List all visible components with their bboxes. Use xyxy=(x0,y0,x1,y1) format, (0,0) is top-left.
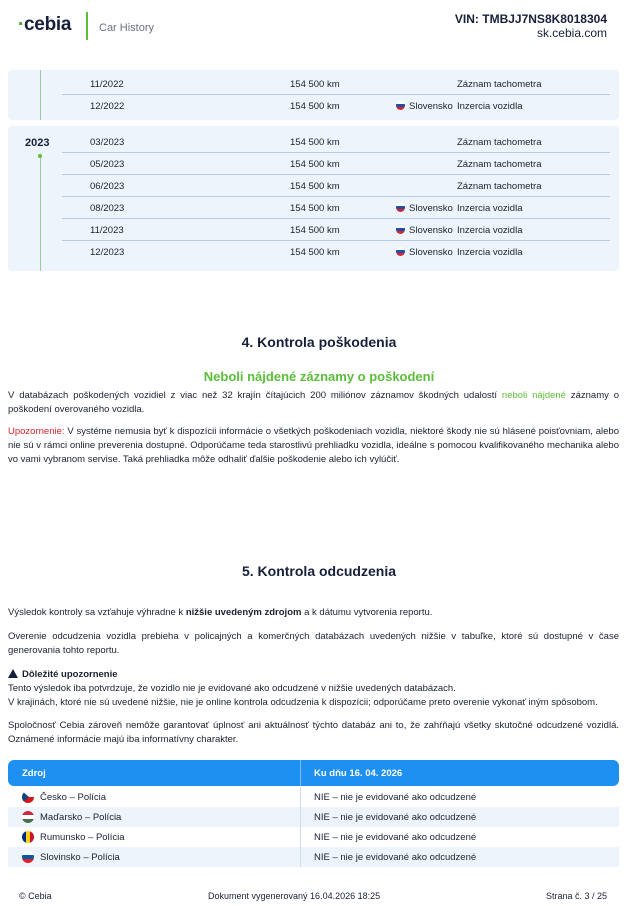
row-date: 08/2023 xyxy=(90,203,125,214)
row-date: 05/2023 xyxy=(90,159,125,170)
damage-text: záznamy o poškodení overovaného vozidla. xyxy=(8,390,620,415)
row-country xyxy=(396,247,453,258)
country-label: Slovensko xyxy=(409,247,453,258)
row-result: NIE – nie je evidované ako odcudzené xyxy=(314,832,477,843)
table-row xyxy=(8,807,619,827)
slovakia-flag-icon xyxy=(396,247,405,256)
warning-text: V systéme nemusia byť k dispozícii informácie o všetkých poškodeniach vozidla, niektoré škody nie sú hlásené poisťovniam, alebo nie sú v rámci online preverenia dostupné. Odporúčame teda starostlivú prehliadku vozidla, ideálne s pomocou kvalifikovaného mechanika alebo vo vami vybranom servise. Taká prehliadka môže odhaliť ďalšie poškodenie alebo ich vylúčiť. xyxy=(8,426,619,465)
theft-bold-text: nižšie uvedeným zdrojom xyxy=(185,607,302,618)
table-row xyxy=(62,131,610,153)
slovakia-flag-icon xyxy=(396,203,405,212)
row-date: 12/2022 xyxy=(90,101,125,112)
row-date: 12/2023 xyxy=(90,247,125,258)
theft-table-header xyxy=(8,760,619,786)
row-divider xyxy=(300,787,301,807)
table-row xyxy=(62,153,610,175)
website-link[interactable]: sk.cebia.com xyxy=(536,26,607,40)
row-result: NIE – nie je evidované ako odcudzené xyxy=(314,792,477,803)
row-km: 154 500 km xyxy=(290,181,340,192)
footer-generated: Dokument vygenerovaný 16.04.2026 18:25 xyxy=(208,891,381,901)
year-label: 2023 xyxy=(25,137,50,149)
warning-label: Upozornenie: xyxy=(8,426,65,437)
row-km: 154 500 km xyxy=(290,101,340,112)
table-row xyxy=(8,827,619,847)
table-row xyxy=(62,241,610,263)
table-row xyxy=(8,847,619,867)
warning-icon xyxy=(8,669,18,678)
country-label: Slovensko xyxy=(409,203,453,214)
theft-text: Výsledok kontroly sa vzťahuje výhradne k xyxy=(8,607,186,618)
row-type: Inzercia vozidla xyxy=(457,225,523,236)
row-type: Záznam tachometra xyxy=(457,159,542,170)
notice-line: Tento výsledok iba potvrdzuje, že vozidlo nie je evidované ako odcudzené v nižšie uvedených databázach. xyxy=(8,683,456,694)
table-row xyxy=(62,175,610,197)
row-date: 03/2023 xyxy=(90,137,125,148)
hungary-flag-icon xyxy=(22,811,34,823)
table-row xyxy=(62,219,610,241)
logo-subtitle: Car History xyxy=(99,22,155,34)
row-type: Inzercia vozidla xyxy=(457,247,523,258)
damage-text: V databázach poškodených vozidiel z viac než 32 krajín čítajúcich 200 miliónov záznamov škodných udalostí xyxy=(8,390,502,401)
slovakia-flag-icon xyxy=(396,225,405,234)
row-country xyxy=(396,225,453,236)
row-km: 154 500 km xyxy=(290,247,340,258)
row-divider xyxy=(300,807,301,827)
footer-copyright: © Cebia xyxy=(19,891,52,901)
cebia-logo xyxy=(18,14,71,36)
damage-section-title: 4. Kontrola poškodenia xyxy=(241,334,397,350)
table-row xyxy=(62,95,610,117)
row-country xyxy=(396,101,453,112)
timeline-line xyxy=(40,158,41,271)
footer-page-number: Strana č. 3 / 25 xyxy=(545,891,607,901)
damage-paragraph xyxy=(8,389,619,417)
theft-paragraph-1 xyxy=(8,606,619,620)
row-source: Slovinsko – Polícia xyxy=(40,852,120,863)
row-type: Záznam tachometra xyxy=(457,79,542,90)
row-date: 06/2023 xyxy=(90,181,125,192)
notice-line: V krajinách, ktoré nie sú uvedené nižšie, nie je online kontrola odcudzenia k dispozícii; odporúčame preto overenie vykonať iným spôsobom. xyxy=(8,697,598,708)
timeline-line xyxy=(40,70,41,120)
header-source: Zdroj xyxy=(22,768,46,779)
notice-title: Dôležité upozornenie xyxy=(22,669,118,680)
theft-paragraph-3: Spoločnosť Cebia zároveň nemôže garantovať úplnosť ani aktuálnosť týchto databáz ani to, že zahŕňajú všetky skutočné odcudzené vozidlá. Oznámené informácie majú iba informatívny charakter. xyxy=(8,720,619,745)
row-km: 154 500 km xyxy=(290,225,340,236)
row-km: 154 500 km xyxy=(290,79,340,90)
row-type: Záznam tachometra xyxy=(457,137,542,148)
damage-highlight: neboli nájdené xyxy=(501,390,566,401)
row-type: Inzercia vozidla xyxy=(457,101,523,112)
row-km: 154 500 km xyxy=(290,203,340,214)
czech-flag-icon xyxy=(22,791,34,803)
header-divider xyxy=(300,760,301,786)
theft-paragraph-2: Overenie odcudzenia vozidla prebieha v policajných a komerčných databázach uvedených nižšie v tabuľke, ktoré sú dostupné v čase generovania tohto reportu. xyxy=(8,631,619,656)
logo-separator xyxy=(86,12,88,40)
slovenia-flag-icon xyxy=(22,851,34,863)
vin-number: VIN: TMBJJ7NS8K8018304 xyxy=(454,12,607,26)
row-type: Inzercia vozidla xyxy=(457,203,523,214)
row-source: Česko – Polícia xyxy=(40,792,107,803)
row-km: 154 500 km xyxy=(290,159,340,170)
theft-section-title: 5. Kontrola odcudzenia xyxy=(241,563,396,579)
logo-dot: · xyxy=(18,14,25,35)
table-row xyxy=(8,787,619,807)
theft-text: a k dátumu vytvorenia reportu. xyxy=(301,607,433,618)
logo-text: cebia xyxy=(24,14,72,35)
table-row xyxy=(62,197,610,219)
country-label: Slovensko xyxy=(409,101,453,112)
row-source: Rumunsko – Polícia xyxy=(40,832,125,843)
row-result: NIE – nie je evidované ako odcudzené xyxy=(314,852,477,863)
damage-warning xyxy=(8,425,619,467)
row-divider xyxy=(300,827,301,847)
row-km: 154 500 km xyxy=(290,137,340,148)
row-date: 11/2022 xyxy=(90,79,124,90)
header-date: Ku dňu 16. 04. 2026 xyxy=(314,768,403,779)
row-result: NIE – nie je evidované ako odcudzené xyxy=(314,812,477,823)
row-date: 11/2023 xyxy=(90,225,124,236)
romania-flag-icon xyxy=(22,831,34,843)
row-source: Maďarsko – Polícia xyxy=(40,812,122,823)
row-country xyxy=(396,203,453,214)
important-notice xyxy=(8,668,619,710)
country-label: Slovensko xyxy=(409,225,453,236)
damage-result-heading: Neboli nájdené záznamy o poškodení xyxy=(203,369,435,384)
table-row xyxy=(62,73,610,95)
row-type: Záznam tachometra xyxy=(457,181,542,192)
row-divider xyxy=(300,847,301,867)
slovakia-flag-icon xyxy=(396,101,405,110)
